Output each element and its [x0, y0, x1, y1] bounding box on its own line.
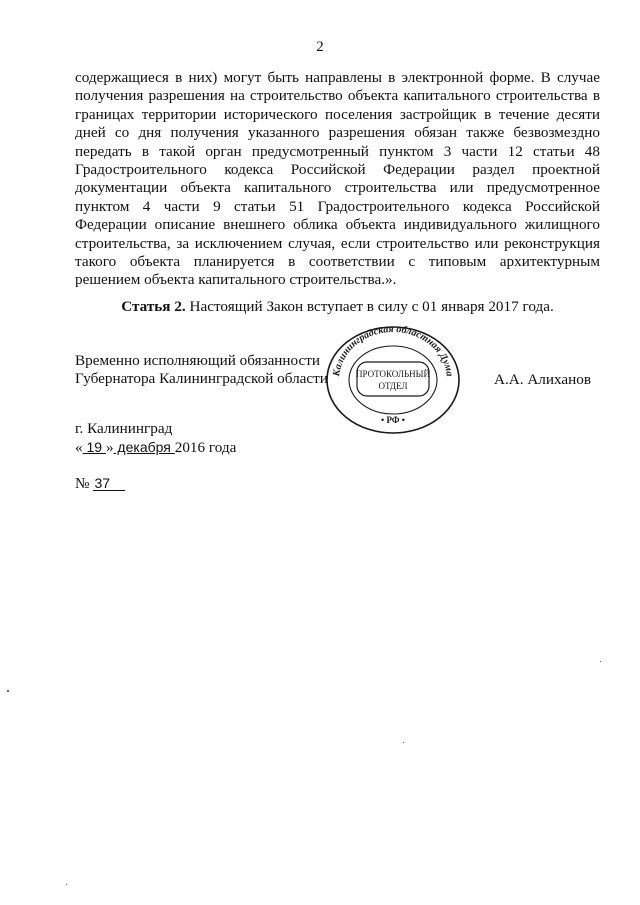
- date-month: декабря: [113, 439, 175, 455]
- signer-position-line: Губернатора Калининградской области: [75, 370, 328, 387]
- body-line: решением объекта капитального строительства.».: [75, 271, 397, 289]
- body-line: содержащиеся в них) могут быть направлены в электронной форме. В случае: [75, 69, 600, 86]
- date-quote-close: »: [105, 439, 114, 456]
- scan-speck: [7, 690, 9, 692]
- document-number: [75, 475, 125, 493]
- body-line: границах территории исторического поселения застройщик в течение десяти: [75, 105, 600, 123]
- body-line: пунктом 4 части 9 статьи 51 Градостроительного кодекса Российской: [75, 197, 600, 215]
- page-number: 2: [316, 39, 324, 55]
- body-line: Федерации описание внешнего облика объекта индивидуального жилищного: [75, 216, 600, 234]
- scan-speck: [600, 661, 601, 662]
- date-year: 2016 года: [174, 439, 237, 456]
- body-line: дней со дня получения указанного разрешения обязан также безвозмездно: [75, 124, 600, 142]
- body-line: документации объекта капитального строительства или предусмотренное: [75, 179, 600, 197]
- body-line: Градостроительного кодекса Российской Федерации раздел проектной: [75, 161, 600, 179]
- scan-speck: [403, 742, 404, 743]
- stamp-center-text: ПРОТОКОЛЬНЫЙ: [356, 369, 430, 379]
- article-label: Статья 2.: [121, 298, 186, 315]
- article-text: Настоящий Закон вступает в силу с 01 января 2017 года.: [185, 298, 554, 315]
- signer-position: [75, 352, 328, 388]
- signer-position-line: Временно исполняющий обязанности: [75, 352, 321, 369]
- stamp-center-text: ОТДЕЛ: [378, 381, 408, 391]
- date-day: 19: [82, 439, 106, 455]
- article-2: [75, 298, 600, 316]
- body-line: передать в такой орган предусмотренный пунктом 3 части 12 статьи 48: [75, 142, 600, 160]
- place: г. Калининград: [75, 420, 173, 437]
- signer-name: А.А. Алиханов: [494, 371, 592, 388]
- body-paragraph: [75, 69, 600, 290]
- body-line: строительства, за исключением случая, если строительство или реконструкция: [75, 234, 600, 252]
- body-line: получения разрешения на строительство объекта капитального строительства в: [75, 87, 600, 105]
- number-label: №: [75, 475, 90, 492]
- stamp-ring-text: Калининградская областная Дума: [331, 324, 455, 378]
- body-line: такого объекта планируется в соответствии с типовым архитектурным: [75, 253, 600, 271]
- date-quote-open: «: [75, 439, 83, 456]
- official-seal-stamp: [323, 324, 463, 436]
- document-date: [75, 438, 236, 457]
- scan-speck: [66, 884, 67, 885]
- number-value: 37: [93, 476, 125, 491]
- stamp-bottom-text: • РФ •: [381, 415, 405, 425]
